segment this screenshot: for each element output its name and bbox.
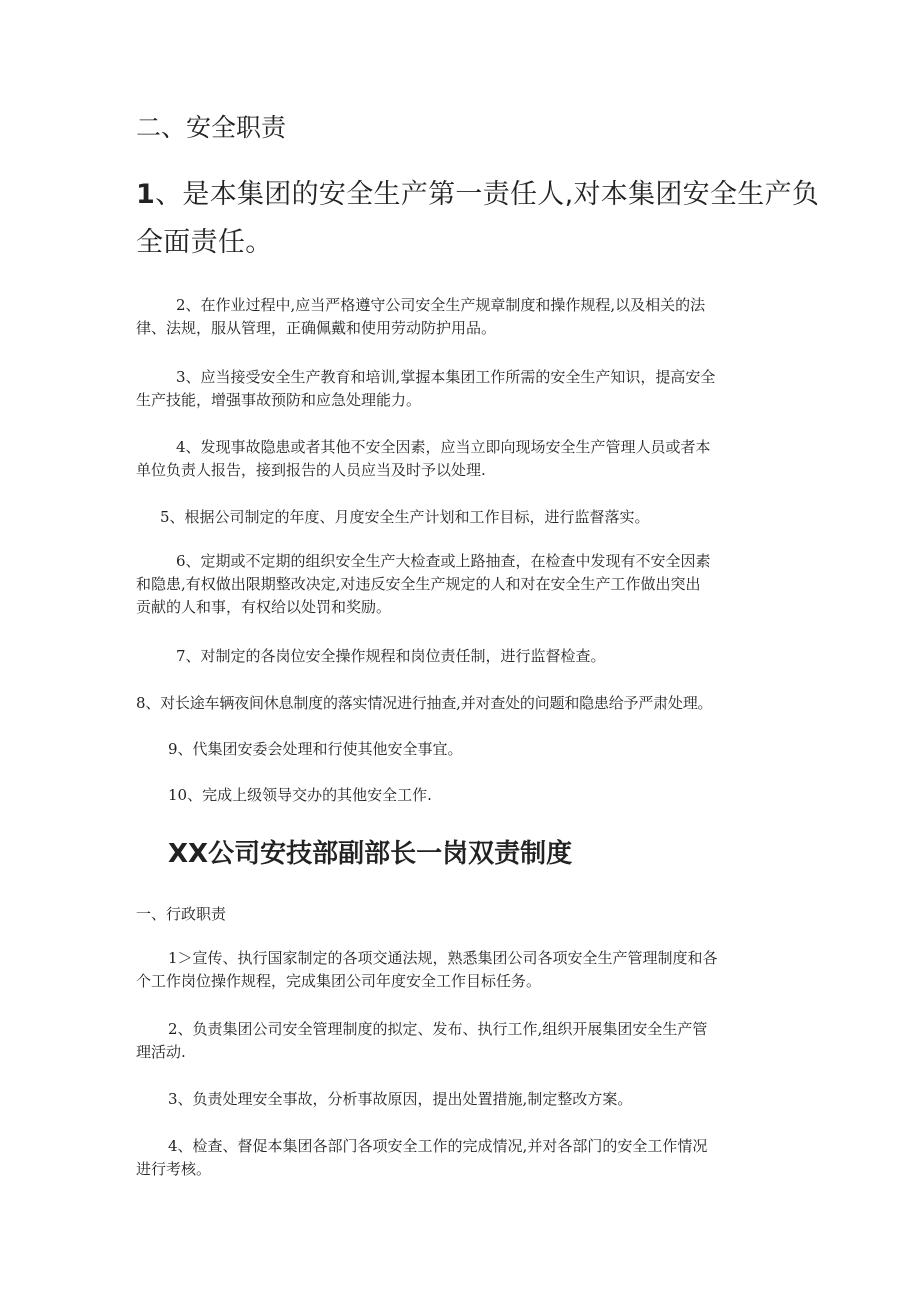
- duty-6-line-2: 和隐患,有权做出限期整改决定,对违反安全生产规定的人和对在安全生产工作做出突出: [136, 575, 701, 593]
- admin-item-1-paragraph: [136, 947, 784, 993]
- duty-8-paragraph: [136, 692, 784, 715]
- document-title: [168, 836, 572, 872]
- duty-3-line-1: 3、应当接受安全生产教育和培训,掌握本集团工作所需的安全生产知识，提高安全: [176, 368, 716, 386]
- duty-4-line-1: 4、发现事故隐患或者其他不安全因素，应当立即向现场安全生产管理人员或者本: [176, 438, 711, 456]
- duty-9-paragraph: [136, 738, 784, 761]
- admin-duties-heading: 一、行政职责: [136, 905, 227, 923]
- admin-item-3-paragraph: [136, 1088, 784, 1111]
- admin-item-2-paragraph: [136, 1018, 784, 1064]
- duty-2-line-2: 律、法规，服从管理，正确佩戴和使用劳动防护用品。: [136, 319, 497, 337]
- duty-7-paragraph: [136, 645, 784, 668]
- admin-item-4-line-1: 4、检查、督促本集团各部门各项安全工作的完成情况,并对各部门的安全工作情况: [168, 1137, 708, 1155]
- duty-2-paragraph: [136, 294, 784, 340]
- admin-item-2-line-1: 2、负责集团公司安全管理制度的拟定、发布、执行工作,组织开展集团安全生产管: [168, 1020, 708, 1038]
- admin-item-1-line-2: 个工作岗位操作规程，完成集团公司年度安全工作目标任务。: [136, 972, 542, 990]
- admin-item-4-line-2: 进行考核。: [136, 1160, 212, 1178]
- duty-6-line-3: 贡献的人和事，有权给以处罚和奖励。: [136, 598, 392, 616]
- duty-6-paragraph: [136, 550, 784, 619]
- admin-item-1-line-1: 1＞宣传、执行国家制定的各项交通法规，熟悉集团公司各项安全生产管理制度和各: [168, 949, 718, 967]
- duty-2-line-1: 2、在作业过程中,应当严格遵守公司安全生产规章制度和操作规程,以及相关的法: [176, 296, 706, 314]
- admin-item-2-line-2: 理活动.: [136, 1043, 186, 1061]
- duty-1-line-2: 全面责任。: [136, 227, 273, 258]
- duty-5-paragraph: [136, 506, 784, 529]
- duty-10-line-1: 10、完成上级领导交办的其他安全工作.: [168, 786, 432, 804]
- duty-4-paragraph: [136, 436, 784, 482]
- title-text: 公司安技部副部长一岗双责制度: [208, 839, 573, 869]
- duty-1-line-1: [136, 177, 819, 213]
- title-prefix: XX: [168, 839, 209, 869]
- duty-1-number: 1: [136, 179, 156, 210]
- admin-item-4-paragraph: [136, 1135, 784, 1181]
- duty-7-line-1: 7、对制定的各岗位安全操作规程和岗位责任制，进行监督检查。: [176, 647, 606, 665]
- duty-5-line-1: 5、根据公司制定的年度、月度安全生产计划和工作目标，进行监督落实。: [160, 508, 650, 526]
- duty-9-line-1: 9、代集团安委会处理和行使其他安全事宜。: [168, 740, 463, 758]
- duty-4-line-2: 单位负责人报告，接到报告的人员应当及时予以处理.: [136, 461, 486, 479]
- duty-3-line-2: 生产技能，增强事故预防和应急处理能力。: [136, 391, 422, 409]
- duty-8-line-1: 8、对长途车辆夜间休息制度的落实情况进行抽查,并对查处的问题和隐患给予严肃处理。: [136, 694, 713, 712]
- duty-10-paragraph: [136, 784, 784, 807]
- duty-3-paragraph: [136, 366, 784, 412]
- duty-6-line-1: 6、定期或不定期的组织安全生产大检查或上路抽查，在检查中发现有不安全因素: [176, 552, 711, 570]
- duty-1-text: 、是本集团的安全生产第一责任人,对本集团安全生产负: [155, 179, 820, 210]
- section-title-safety-duties: 二、安全职责: [136, 113, 287, 142]
- admin-item-3-line-1: 3、负责处理安全事故，分析事故原因，提出处置措施,制定整改方案。: [168, 1090, 633, 1108]
